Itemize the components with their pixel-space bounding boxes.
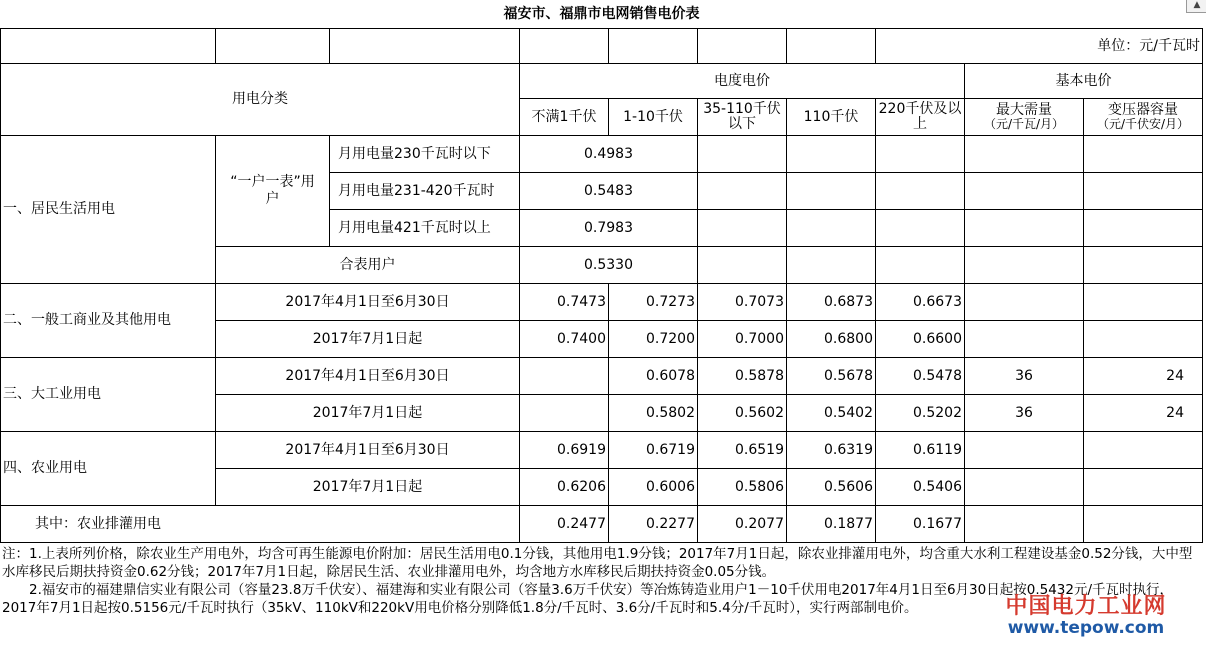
unit-label: 单位：元/千瓦时 [876, 28, 1203, 63]
col-header-1-10kv: 1-10千伏 [609, 98, 698, 135]
tier1-price: 0.4983 [520, 135, 698, 172]
price-cell: 0.6078 [609, 357, 698, 394]
price-cell: 0.1677 [876, 505, 965, 542]
col-header-110kv: 110千伏 [787, 98, 876, 135]
max-demand-label: 最大需量 [996, 102, 1052, 118]
price-cell: 0.5806 [698, 468, 787, 505]
watermark-title: 中国电力工业网 [1005, 594, 1167, 619]
price-cell: 0.6006 [609, 468, 698, 505]
price-cell: 0.5402 [787, 394, 876, 431]
general-label: 二、一般工商业及其他用电 [1, 283, 216, 357]
price-cell: 0.6319 [787, 431, 876, 468]
residential-label: 一、居民生活用电 [1, 135, 216, 283]
price-cell [520, 357, 609, 394]
period-label: 2017年7月1日起 [216, 394, 520, 431]
shared-meter-price: 0.5330 [520, 246, 698, 283]
price-cell: 0.7073 [698, 283, 787, 320]
price-cell: 0.6719 [609, 431, 698, 468]
price-cell: 0.7400 [520, 320, 609, 357]
col-header-max-demand [965, 98, 1084, 135]
energy-price-header: 电度电价 [520, 63, 965, 98]
transformer-value: 24 [1084, 357, 1203, 394]
col-header-transformer [1084, 98, 1203, 135]
table-row [1, 357, 1203, 394]
price-cell: 0.5406 [876, 468, 965, 505]
table-row [1, 431, 1203, 468]
table-row [1, 505, 1203, 542]
price-cell: 0.6600 [876, 320, 965, 357]
price-cell: 0.2477 [520, 505, 609, 542]
note-2: 2.福安市的福建鼎信实业有限公司（容量23.8万千伏安）、福建海和实业有限公司（容量3.6万千伏安）等冶炼铸造业用户1－10千伏用电2017年4月1日至6月30日起按0.5432元/千瓦时执行，2017年7月1日起按0.5156元/千瓦时执行（35kV、110kV和220kV用电价格分别降低1.8分/千瓦时、3.6分/千瓦时和5.4分/千瓦时），实行两部制电价。 [2, 582, 1174, 616]
transformer-label: 变压器容量 [1108, 102, 1178, 118]
price-cell: 0.6673 [876, 283, 965, 320]
note-1: 注：1.上表所列价格，除农业生产用电外，均含可再生能源电价附加：居民生活用电0.1分钱，其他用电1.9分钱；2017年7月1日起，除农业排灌用电外，均含重大水利工程建设基金0.52分钱，大中型水库移民后期扶持资金0.62分钱；2017年7月1日起，除居民生活、农业排灌用电外，均含地方水库移民后期扶持资金0.05分钱。 [2, 546, 1193, 580]
table-row [1, 135, 1203, 172]
tier3-label: 月用电量421千瓦时以上 [330, 209, 520, 246]
price-cell: 0.1877 [787, 505, 876, 542]
tier2-price: 0.5483 [520, 172, 698, 209]
tier3-price: 0.7983 [520, 209, 698, 246]
category-header: 用电分类 [1, 63, 520, 135]
tier1-label: 月用电量230千瓦时以下 [330, 135, 520, 172]
transformer-unit: （元/千伏安/月） [1096, 117, 1190, 131]
scroll-up-arrow-icon[interactable]: ▲ [1186, 0, 1206, 13]
agriculture-label: 四、农业用电 [1, 431, 216, 505]
price-cell: 0.7200 [609, 320, 698, 357]
irrigation-label: 其中：农业排灌用电 [1, 505, 520, 542]
col-header-220kv: 220千伏及以上 [876, 98, 965, 135]
price-cell: 0.6519 [698, 431, 787, 468]
price-cell [520, 394, 609, 431]
price-cell: 0.7000 [698, 320, 787, 357]
col-header-lt1kv: 不满1千伏 [520, 98, 609, 135]
watermark-url: www.tepow.com [1007, 618, 1165, 638]
price-cell: 0.2077 [698, 505, 787, 542]
price-cell: 0.5878 [698, 357, 787, 394]
price-cell: 0.6873 [787, 283, 876, 320]
price-cell: 0.6119 [876, 431, 965, 468]
table-row [1, 283, 1203, 320]
single-meter-label: “一户一表”用户 [216, 135, 330, 246]
col-header-35-110kv: 35-110千伏以下 [698, 98, 787, 135]
price-cell: 0.5478 [876, 357, 965, 394]
price-cell: 0.5678 [787, 357, 876, 394]
price-cell: 0.2277 [609, 505, 698, 542]
period-label: 2017年4月1日至6月30日 [216, 283, 520, 320]
price-cell: 0.6919 [520, 431, 609, 468]
price-cell: 0.6206 [520, 468, 609, 505]
price-cell: 0.6800 [787, 320, 876, 357]
period-label: 2017年4月1日至6月30日 [216, 431, 520, 468]
basic-price-header: 基本电价 [965, 63, 1203, 98]
max-demand-unit: （元/千瓦/月） [983, 117, 1065, 131]
max-demand-value: 36 [965, 357, 1084, 394]
period-label: 2017年7月1日起 [216, 468, 520, 505]
period-label: 2017年4月1日至6月30日 [216, 357, 520, 394]
price-cell: 0.7273 [609, 283, 698, 320]
price-cell: 0.7473 [520, 283, 609, 320]
price-cell: 0.5602 [698, 394, 787, 431]
max-demand-value: 36 [965, 394, 1084, 431]
table-title: 福安市、福鼎市电网销售电价表 [503, 5, 700, 22]
transformer-value: 24 [1084, 394, 1203, 431]
shared-meter-label: 合表用户 [216, 246, 520, 283]
price-cell: 0.5202 [876, 394, 965, 431]
watermark [986, 595, 1186, 637]
tier2-label: 月用电量231-420千瓦时 [330, 172, 520, 209]
price-cell: 0.5606 [787, 468, 876, 505]
industrial-label: 三、大工业用电 [1, 357, 216, 431]
price-cell: 0.5802 [609, 394, 698, 431]
period-label: 2017年7月1日起 [216, 320, 520, 357]
